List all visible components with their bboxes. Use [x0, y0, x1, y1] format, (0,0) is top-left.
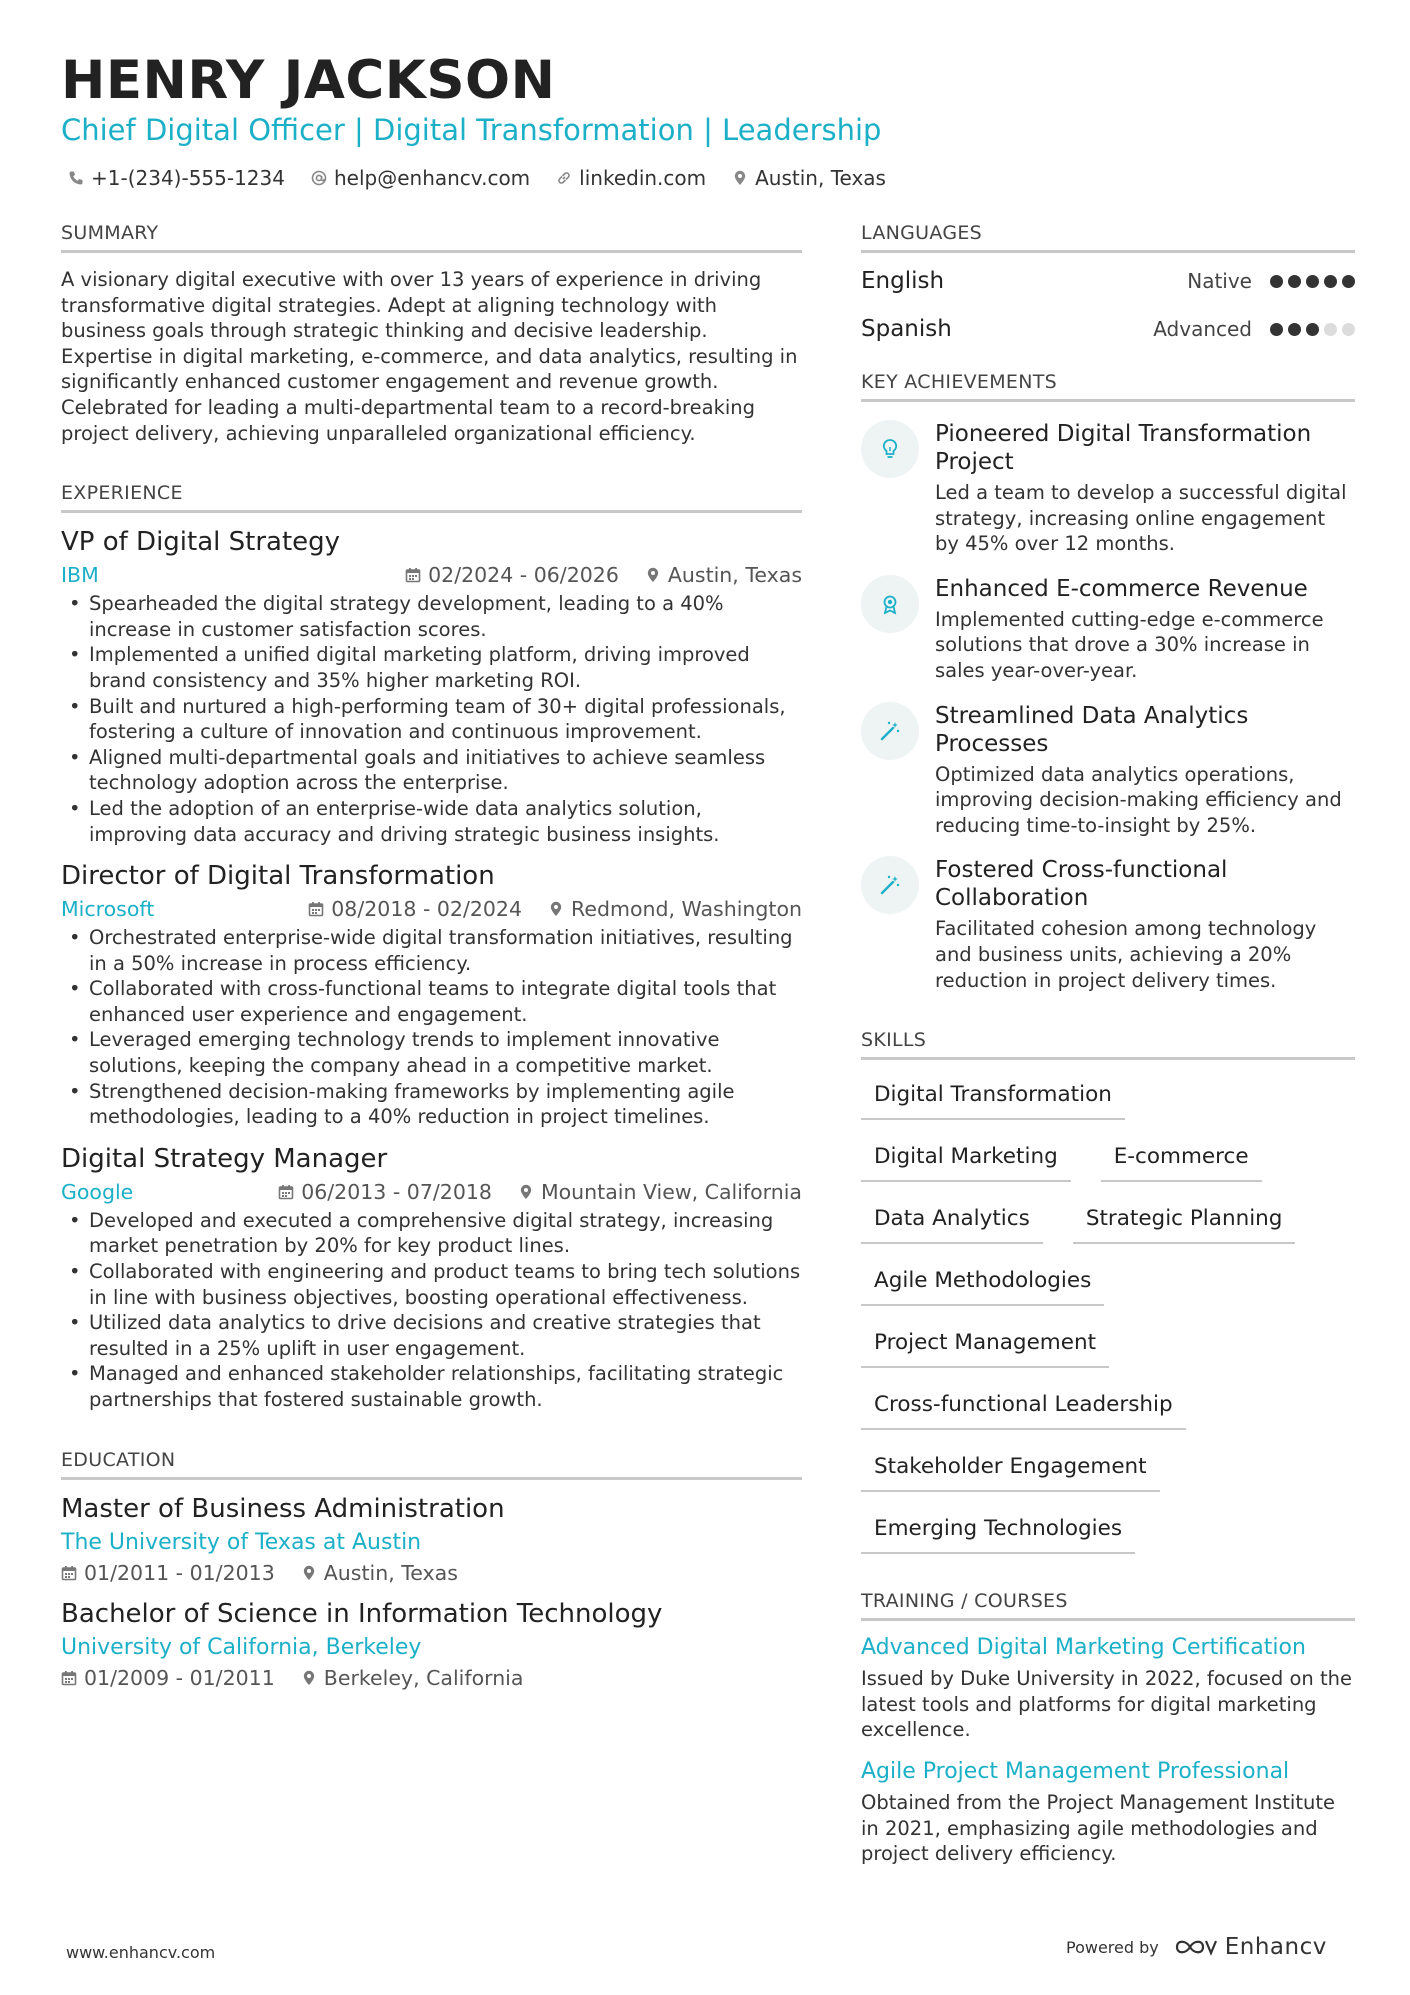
job-entry	[61, 527, 802, 847]
rating-dot	[1288, 323, 1301, 336]
calendar-icon	[61, 1565, 77, 1581]
achievement-desc: Led a team to develop a successful digital strategy, increasing online engagement by 45% over 12 months.	[935, 481, 1347, 556]
achievement-icon-badge	[861, 856, 919, 914]
skill-tag: Digital Transformation	[861, 1082, 1125, 1120]
bullet-item: • Managed and enhanced stakeholder relationships, facilitating strategic partnerships that fostered sustainable growth.	[61, 1361, 802, 1412]
contact-website[interactable]	[556, 166, 706, 190]
job-dates-text: 08/2018 - 02/2024	[331, 897, 523, 922]
bullet-item: • Aligned multi-departmental goals and initiatives to achieve seamless technology adoption across the enterprise.	[61, 745, 802, 796]
company-name: IBM	[61, 563, 99, 588]
job-entry	[61, 861, 802, 1130]
location-pin-icon	[301, 1670, 317, 1686]
job-bullets	[61, 1208, 802, 1413]
skill-tag: E-commerce	[1101, 1144, 1262, 1182]
rating-dot	[1342, 323, 1355, 336]
contact-email[interactable]	[311, 166, 530, 190]
education-dates-text: 01/2009 - 01/2011	[84, 1665, 275, 1690]
location-pin-icon	[518, 1184, 534, 1200]
job-dates	[278, 1180, 492, 1204]
achievements-heading: KEY ACHIEVEMENTS	[861, 371, 1355, 402]
course-desc: Issued by Duke University in 2022, focused on the latest tools and platforms for digital marketing excellence.	[861, 1667, 1352, 1742]
education-location-text: Berkeley, California	[323, 1665, 524, 1690]
job-entry	[61, 1144, 802, 1413]
bullet-item: • Led the adoption of an enterprise-wide data analytics solution, improving data accuracy and driving strategic business insights.	[61, 796, 802, 847]
location-pin-icon	[732, 170, 748, 186]
bullet-item: • Implemented a unified digital marketing platform, driving improved brand consistency and 35% higher marketing ROI.	[61, 642, 802, 693]
skill-tag: Strategic Planning	[1073, 1206, 1296, 1244]
training-heading: TRAINING / COURSES	[861, 1590, 1355, 1621]
job-location	[518, 1180, 802, 1204]
job-dates	[405, 563, 619, 587]
powered-by-label: Powered by	[1066, 1937, 1159, 1957]
bullet-item: • Utilized data analytics to drive decisions and creative strategies that resulted in a 25% uplift in user engagement.	[61, 1310, 802, 1361]
job-location-text: Austin, Texas	[667, 563, 802, 588]
website-text: linkedin.com	[579, 166, 707, 190]
skill-tag: Stakeholder Engagement	[861, 1454, 1160, 1492]
rating-dot	[1306, 323, 1319, 336]
bullet-item: • Collaborated with engineering and product teams to bring tech solutions in line with business objectives, boosting operational effectiveness.	[61, 1259, 802, 1310]
rating-dot	[1324, 275, 1337, 288]
bullet-item: • Spearheaded the digital strategy development, leading to a 40% increase in customer satisfaction scores.	[61, 591, 802, 642]
language-row	[861, 257, 1355, 305]
job-title: Digital Strategy Manager	[61, 1143, 388, 1174]
achievement-icon-badge	[861, 420, 919, 478]
education-meta	[61, 1666, 802, 1690]
achievement-item	[861, 420, 1355, 557]
contact-location	[732, 166, 886, 190]
enhancv-logo-icon	[1173, 1935, 1219, 1959]
rating-dot	[1306, 275, 1319, 288]
location-text: Austin, Texas	[755, 166, 886, 190]
skill-tag: Emerging Technologies	[861, 1516, 1135, 1554]
achievement-item	[861, 856, 1355, 993]
contact-phone[interactable]	[68, 166, 285, 190]
footer-website[interactable]: www.enhancv.com	[66, 1943, 216, 1962]
calendar-icon	[308, 901, 324, 917]
contact-bar	[68, 166, 886, 190]
education-location	[301, 1666, 524, 1690]
rating-dot	[1270, 323, 1283, 336]
calendar-icon	[61, 1670, 77, 1686]
language-level: Advanced	[1153, 317, 1252, 341]
course-title: Advanced Digital Marketing Certification	[861, 1635, 1306, 1661]
language-level: Native	[1187, 269, 1252, 293]
at-icon	[311, 170, 327, 186]
achievement-title: Fostered Cross-functional Collaboration	[935, 857, 1228, 912]
phone-icon	[68, 170, 84, 186]
bullet-item: • Developed and executed a comprehensive digital strategy, increasing market penetration by 20% for key product lines.	[61, 1208, 802, 1259]
location-pin-icon	[301, 1565, 317, 1581]
degree-title: Master of Business Administration	[61, 1493, 505, 1524]
candidate-headline: Chief Digital Officer | Digital Transformation | Leadership	[61, 113, 882, 147]
rating-dot	[1342, 275, 1355, 288]
education-entry	[61, 1599, 802, 1690]
company-name: Google	[61, 1179, 134, 1204]
magic-wand-icon	[878, 873, 902, 897]
rating-dot	[1270, 275, 1283, 288]
job-dates	[308, 897, 522, 921]
achievement-item	[861, 702, 1355, 839]
footer-branding	[1066, 1934, 1327, 1960]
course-title: Agile Project Management Professional	[861, 1758, 1290, 1784]
summary-heading: SUMMARY	[61, 222, 802, 253]
bullet-item: • Orchestrated enterprise-wide digital transformation initiatives, resulting in a 50% increase in process efficiency.	[61, 925, 802, 976]
course-item	[861, 1635, 1355, 1743]
achievement-title: Pioneered Digital Transformation Project	[935, 421, 1312, 475]
language-name: Spanish	[861, 316, 952, 342]
job-title: Director of Digital Transformation	[61, 861, 495, 892]
bullet-item: • Built and nurtured a high-performing team of 30+ digital professionals, fostering a culture of innovation and continuous improvement.	[61, 694, 802, 745]
job-dates-text: 06/2013 - 07/2018	[301, 1179, 492, 1204]
skill-tag: Agile Methodologies	[861, 1268, 1104, 1306]
job-meta	[61, 1180, 802, 1204]
achievement-item	[861, 575, 1355, 684]
skill-tag: Data Analytics	[861, 1206, 1043, 1244]
language-rating	[1270, 323, 1355, 336]
school-name: University of California, Berkeley	[61, 1634, 422, 1660]
magic-wand-icon	[878, 719, 902, 743]
job-meta	[61, 897, 802, 921]
languages-heading: LANGUAGES	[861, 222, 1355, 253]
bullet-item: • Strengthened decision-making frameworks by implementing agile methodologies, leading to a 40% reduction in project timelines.	[61, 1079, 802, 1130]
lightbulb-icon	[878, 437, 902, 461]
achievement-icon-badge	[861, 702, 919, 760]
bullet-item: • Collaborated with cross-functional teams to integrate digital tools that enhanced user experience and engagement.	[61, 976, 802, 1027]
bullet-item: • Leveraged emerging technology trends to implement innovative solutions, keeping the company ahead in a competitive market.	[61, 1027, 802, 1078]
skill-tag: Digital Marketing	[861, 1144, 1071, 1182]
location-pin-icon	[548, 901, 564, 917]
achievement-title: Enhanced E-commerce Revenue	[935, 575, 1308, 602]
school-name: The University of Texas at Austin	[61, 1529, 422, 1555]
language-row	[861, 305, 1355, 353]
course-item	[861, 1759, 1355, 1867]
job-bullets	[61, 925, 802, 1130]
calendar-icon	[405, 567, 421, 583]
brand-logo[interactable]	[1173, 1934, 1327, 1960]
achievement-icon-badge	[861, 575, 919, 633]
calendar-icon	[278, 1184, 294, 1200]
education-location-text: Austin, Texas	[323, 1560, 458, 1585]
skills-list	[861, 1082, 1355, 1578]
experience-heading: EXPERIENCE	[61, 482, 802, 513]
course-desc: Obtained from the Project Management Institute in 2021, emphasizing agile methodologies and project delivery efficiency.	[861, 1790, 1335, 1866]
brand-name: Enhancv	[1224, 1934, 1327, 1960]
education-dates	[61, 1561, 275, 1585]
rating-dot	[1288, 275, 1301, 288]
location-pin-icon	[645, 567, 661, 583]
job-meta	[61, 563, 802, 587]
education-dates	[61, 1666, 275, 1690]
left-column	[61, 222, 802, 1704]
award-icon	[878, 592, 902, 616]
job-dates-text: 02/2024 - 06/2026	[428, 563, 619, 588]
job-title: VP of Digital Strategy	[61, 527, 341, 558]
language-name: English	[861, 268, 945, 294]
job-location-text: Redmond, Washington	[571, 897, 802, 922]
education-location	[301, 1561, 458, 1585]
candidate-name: HENRY JACKSON	[61, 50, 556, 111]
language-rating	[1270, 275, 1355, 288]
summary-text: A visionary digital executive with over 13 years of experience in driving transformative digital strategies. Adept at aligning technology with business goals through strategic thinking and decisive leadership. Expertise in digital marketing, e-commerce, and data analytics, resulting in significantly enhanced customer engagement and revenue growth. Celebrated for leading a multi-departmental team to a record-breaking project delivery, achieving unparalleled organizational efficiency.	[61, 268, 798, 445]
achievement-title: Streamlined Data Analytics Processes	[935, 702, 1249, 757]
achievement-desc: Optimized data analytics operations, improving decision-making efficiency and reducing time-to-insight by 25%.	[935, 762, 1342, 837]
job-bullets	[61, 591, 802, 847]
skills-heading: SKILLS	[861, 1029, 1355, 1060]
education-dates-text: 01/2011 - 01/2013	[84, 1560, 275, 1585]
rating-dot	[1324, 323, 1337, 336]
degree-title: Bachelor of Science in Information Technology	[61, 1598, 663, 1629]
achievement-desc: Implemented cutting-edge e-commerce solutions that drove a 30% increase in sales year-over-year.	[935, 607, 1324, 682]
education-entry	[61, 1494, 802, 1585]
company-name: Microsoft	[61, 897, 155, 922]
education-heading: EDUCATION	[61, 1449, 802, 1480]
email-text: help@enhancv.com	[333, 166, 531, 190]
skill-tag: Project Management	[861, 1330, 1109, 1368]
job-location-text: Mountain View, California	[540, 1179, 802, 1204]
phone-text: +1-(234)-555-1234	[91, 166, 285, 190]
job-location	[645, 563, 802, 587]
right-column	[861, 222, 1355, 1883]
education-meta	[61, 1561, 802, 1585]
link-icon	[556, 170, 572, 186]
skill-tag: Cross-functional Leadership	[861, 1392, 1186, 1430]
job-location	[548, 897, 802, 921]
achievement-desc: Facilitated cohesion among technology and business units, achieving a 20% reduction in project delivery times.	[935, 917, 1317, 992]
